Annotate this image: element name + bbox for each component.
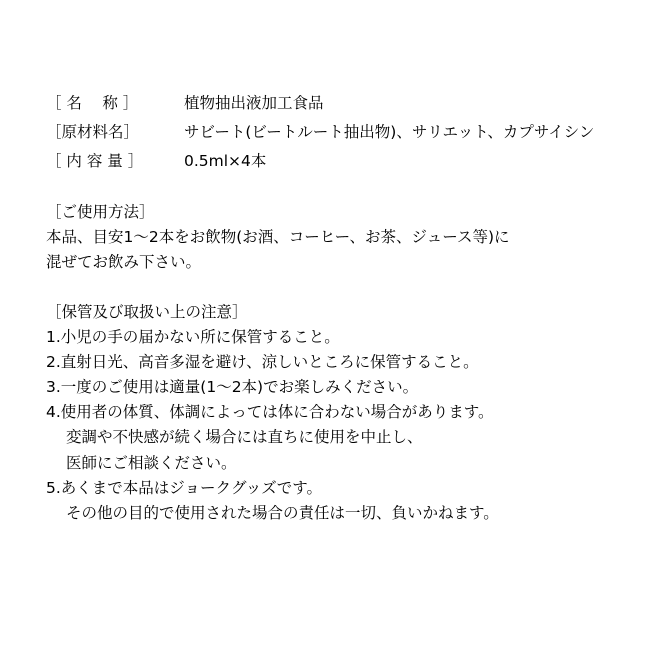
spec-value-ingredients: サビート(ビートルート抽出物)、サリエット、カプサイシン xyxy=(184,123,595,141)
notice-body xyxy=(46,325,626,526)
notice-item: 2.直射日光、高音多湿を避け、涼しいところに保管すること。 xyxy=(46,353,479,372)
product-spec-table xyxy=(46,92,626,179)
notice-item: 3.一度のご使用は適量(1〜2本)でお楽しみください。 xyxy=(46,378,419,397)
table-row xyxy=(46,150,626,179)
table-row xyxy=(46,121,626,150)
spec-value-volume: 0.5ml×4本 xyxy=(184,152,267,170)
usage-line: 本品、目安1〜2本をお飲物(お酒、コーヒー、お茶、ジュース等)に xyxy=(46,228,510,247)
notice-item: その他の目的で使用された場合の責任は一切、負いかねます。 xyxy=(66,503,499,522)
notice-item: 変調や不快感が続く場合には直ちに使用を中止し、 xyxy=(66,428,423,447)
spec-label-ingredients: ［原材料名］ xyxy=(46,123,140,141)
usage-title: ［ご使用方法］ xyxy=(46,203,155,221)
spec-value-name: 植物抽出液加工食品 xyxy=(184,94,324,112)
notice-item: 1.小児の手の届かない所に保管すること。 xyxy=(46,328,340,346)
usage-section xyxy=(46,200,626,274)
notice-item: 4.使用者の体質、体調によっては体に合わない場合があります。 xyxy=(46,403,494,422)
notice-title: ［保管及び取扱い上の注意］ xyxy=(46,302,248,321)
table-row xyxy=(46,92,626,121)
notice-item: 医師にご相談ください。 xyxy=(66,453,237,472)
spec-label-volume: ［ 内 容 量 ］ xyxy=(46,152,144,170)
notice-item: 5.あくまで本品はジョークグッズです。 xyxy=(46,478,322,497)
spec-label-name: ［ 名 称 ］ xyxy=(46,94,139,112)
usage-line: 混ぜてお飲み下さい。 xyxy=(46,252,202,271)
notice-section xyxy=(46,300,626,526)
usage-body xyxy=(46,225,626,274)
